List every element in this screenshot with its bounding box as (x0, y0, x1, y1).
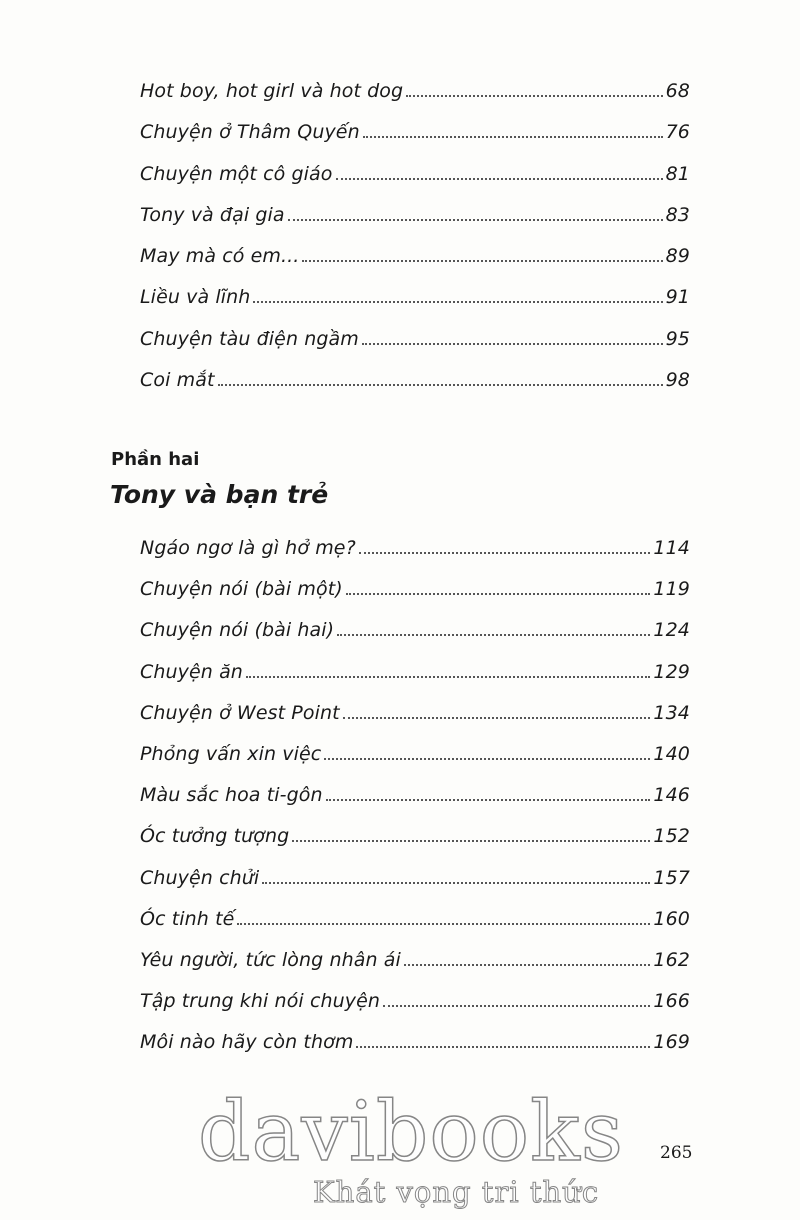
dot-leader (337, 634, 650, 636)
toc-entry[interactable] (140, 867, 690, 908)
toc-entry-page: 95 (665, 327, 690, 350)
toc-entry-page: 169 (653, 1031, 690, 1054)
toc-entry-page: 124 (653, 619, 690, 642)
toc-entry[interactable] (140, 163, 690, 204)
toc-entry[interactable] (140, 245, 690, 286)
toc-entry-title: Chuyện nói (bài hai) (140, 619, 335, 642)
toc-entry[interactable] (140, 537, 690, 578)
toc-entry-page: 76 (665, 121, 690, 144)
dot-leader (237, 923, 650, 925)
toc-entry-title: Môi nào hãy còn thơm (140, 1031, 354, 1054)
toc-entry-title: Tập trung khi nói chuyện (140, 990, 381, 1013)
toc-entry[interactable] (140, 784, 690, 825)
toc-entry-title: Óc tưởng tượng (140, 825, 290, 848)
toc-entry[interactable] (140, 1031, 690, 1072)
toc-entry-page: 162 (653, 948, 690, 971)
watermark-brand: davibooks (198, 1085, 624, 1180)
toc-entry-page: 146 (653, 784, 690, 807)
dot-leader (253, 301, 662, 303)
dot-leader (336, 178, 663, 180)
toc-entry-title: Chuyện tàu điện ngầm (140, 327, 359, 350)
toc-entry-title: Chuyện chửi (140, 866, 260, 889)
dot-leader (218, 384, 663, 386)
toc-entry[interactable] (140, 619, 690, 660)
toc-entry-title: Ngáo ngơ là gì hở mẹ? (140, 537, 356, 559)
toc-entry-title: Chuyện một cô giáo (140, 162, 333, 185)
toc-entry[interactable] (140, 578, 690, 619)
dot-leader (383, 1005, 650, 1007)
toc-entry-title: Chuyện nói (bài một) (140, 578, 343, 601)
toc-entry-page: 129 (653, 660, 690, 683)
toc-entry-title: Yêu người, tức lòng nhân ái (140, 948, 401, 971)
section-label: Phần hai (111, 449, 200, 470)
toc-entry-page: 160 (653, 907, 690, 930)
toc-entry-page: 68 (665, 80, 690, 102)
toc-entry[interactable] (140, 908, 690, 949)
toc-entry[interactable] (140, 369, 690, 410)
toc-entry[interactable] (140, 204, 690, 245)
toc-entry-page: 98 (665, 369, 690, 392)
toc-list-part-one (140, 80, 690, 410)
toc-entry-title: Coi mắt (140, 369, 215, 392)
toc-entry-title: Óc tinh tế (140, 907, 235, 930)
toc-entry[interactable] (140, 743, 690, 784)
dot-leader (288, 219, 663, 221)
toc-entry-page: 114 (653, 537, 690, 559)
dot-leader (346, 593, 651, 595)
toc-entry[interactable] (140, 661, 690, 702)
dot-leader (326, 799, 651, 801)
toc-entry-title: Chuyện ở Thâm Quyến (140, 121, 360, 144)
dot-leader (343, 717, 651, 719)
toc-entry[interactable] (140, 825, 690, 866)
toc-entry[interactable] (140, 286, 690, 327)
toc-entry[interactable] (140, 80, 690, 121)
toc-entry-page: 152 (653, 825, 690, 848)
toc-entry-page: 140 (653, 742, 690, 765)
toc-entry[interactable] (140, 121, 690, 162)
dot-leader (302, 260, 662, 262)
section-title: Tony và bạn trẻ (110, 480, 329, 509)
toc-entry[interactable] (140, 328, 690, 369)
toc-entry-title: Chuyện ăn (140, 660, 243, 683)
dot-leader (246, 676, 650, 678)
toc-entry-title: Chuyện ở West Point (140, 701, 340, 724)
toc-entry-page: 119 (653, 578, 690, 601)
watermark-tagline: Khát vọng tri thức (313, 1175, 600, 1209)
dot-leader (406, 95, 662, 97)
dot-leader (363, 136, 663, 138)
toc-entry-page: 157 (653, 866, 690, 889)
dot-leader (359, 552, 651, 554)
toc-entry-title: Hot boy, hot girl và hot dog (140, 80, 404, 102)
toc-entry-title: Tony và đại gia (140, 203, 285, 226)
dot-leader (404, 964, 651, 966)
toc-list-part-two (140, 537, 690, 1072)
dot-leader (262, 882, 650, 884)
toc-entry-title: May mà có em... (140, 245, 300, 268)
toc-entry[interactable] (140, 702, 690, 743)
toc-entry-page: 89 (665, 245, 690, 268)
toc-entry-title: Phỏng vấn xin việc (140, 742, 322, 765)
toc-entry-page: 166 (653, 990, 690, 1013)
toc-entry-page: 81 (665, 162, 690, 185)
dot-leader (356, 1046, 650, 1048)
toc-entry-page: 83 (665, 203, 690, 226)
toc-entry[interactable] (140, 990, 690, 1031)
page-number: 265 (660, 1143, 693, 1163)
dot-leader (292, 840, 650, 842)
dot-leader (324, 758, 650, 760)
toc-entry[interactable] (140, 949, 690, 990)
toc-entry-page: 134 (653, 701, 690, 724)
toc-entry-title: Liều và lĩnh (140, 286, 251, 309)
toc-entry-page: 91 (665, 286, 690, 309)
dot-leader (362, 343, 663, 345)
toc-entry-title: Màu sắc hoa ti-gôn (140, 784, 323, 807)
